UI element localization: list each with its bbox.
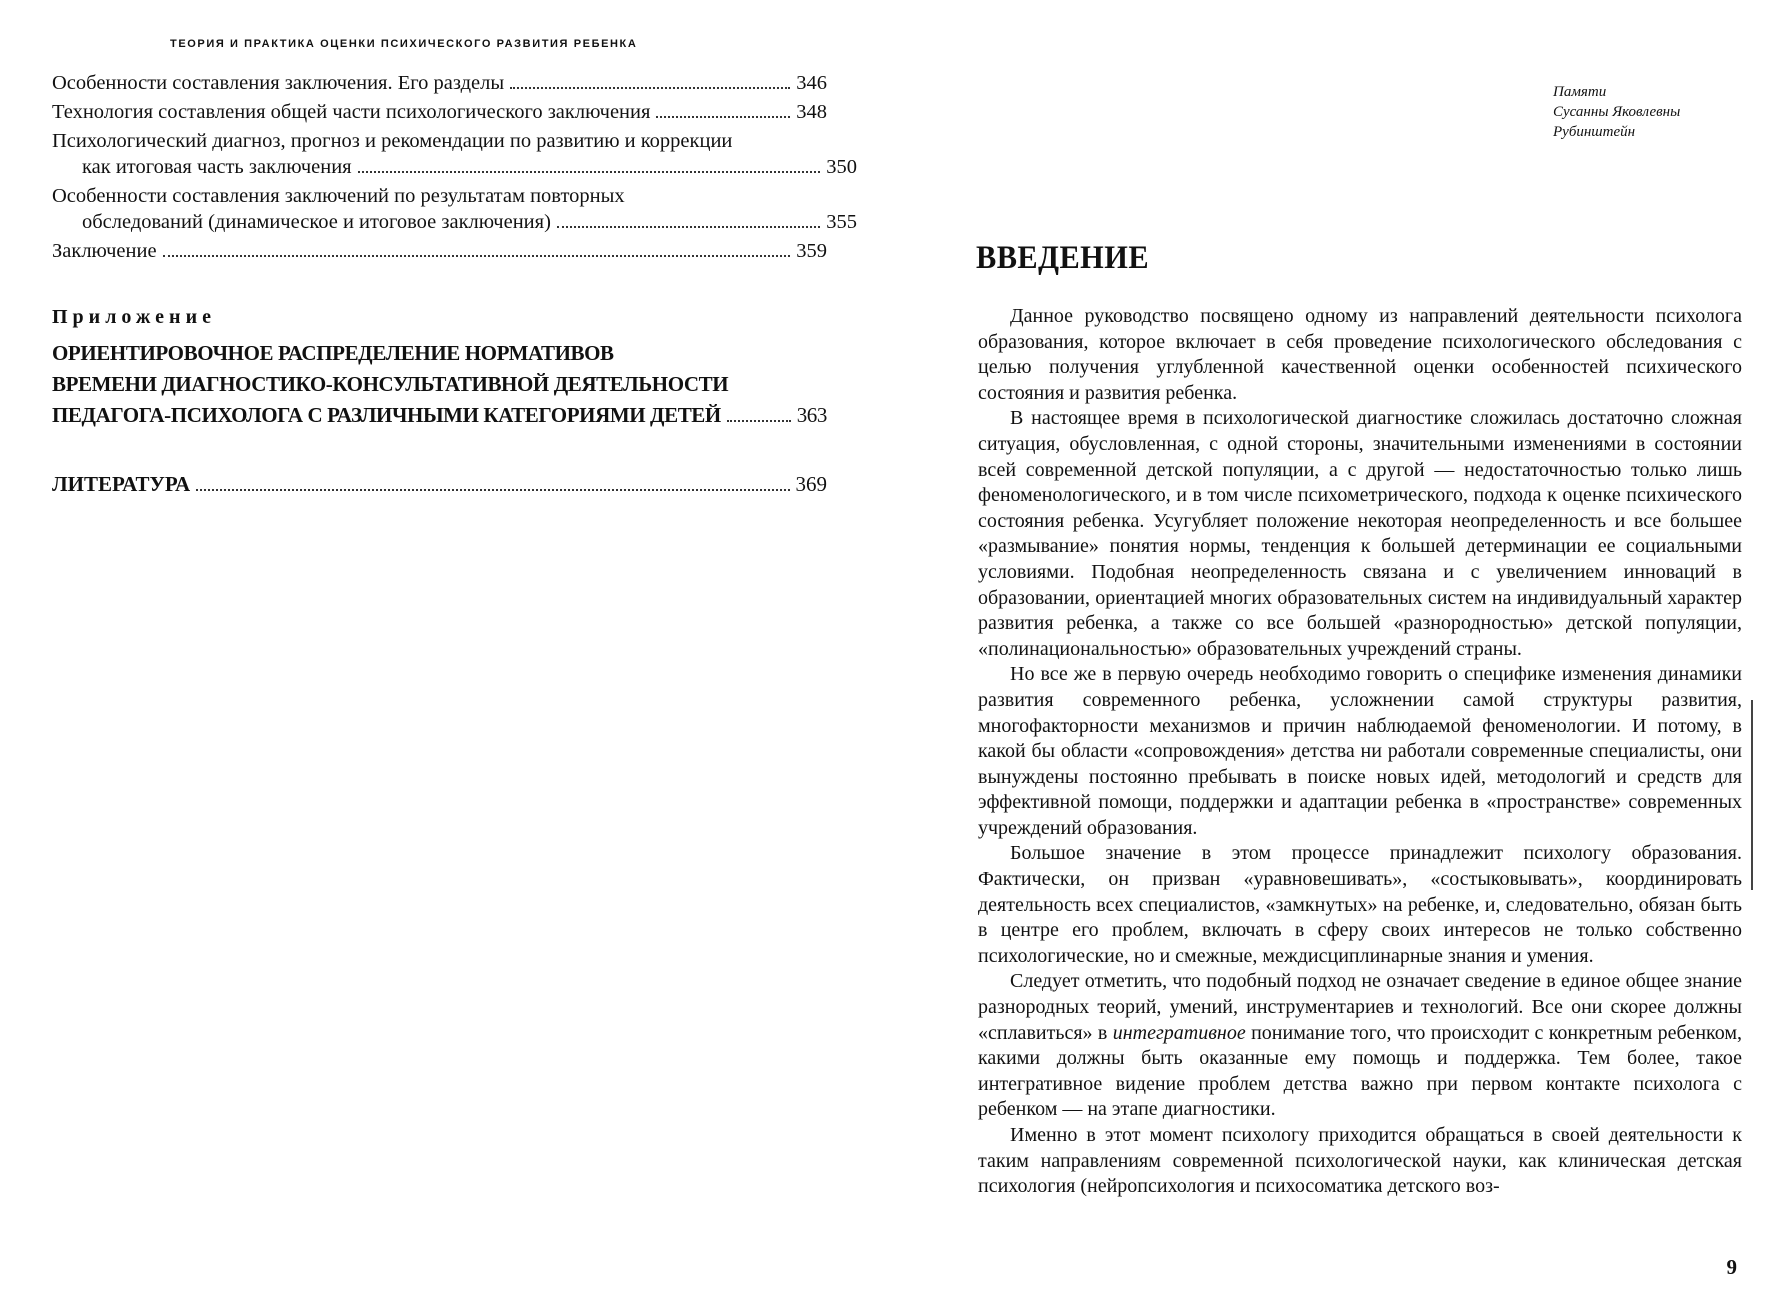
toc-leader-dots (163, 255, 791, 257)
paragraph: Именно в этот момент психологу приходится обращаться в своей деятельности к таким направлениям современной психологической науки, как клиническая детская психология (нейропсихология и психосоматика детского воз- (978, 1124, 1742, 1198)
appendix-label: Приложение (52, 306, 216, 328)
toc-entry[interactable] (52, 70, 827, 96)
dedication-line: Рубинштейн (1553, 124, 1636, 140)
dedication-line: Сусанны Яковлевны (1553, 104, 1681, 120)
toc-page-number: 350 (826, 156, 857, 178)
toc-entry-title: Особенности составления заключения. Его разделы (52, 72, 505, 94)
toc-entry-title: Заключение (52, 240, 157, 262)
running-head: ТЕОРИЯ И ПРАКТИКА ОЦЕНКИ ПСИХИЧЕСКОГО РАЗВИТИЯ РЕБЕНКА (170, 38, 638, 50)
body-text (978, 304, 1742, 1200)
paragraph: Данное руководство посвящено одному из направлений деятельности психолога образования, которое включает в себя проведение психологического обследования с целью получения углубленной качественной оценки особенностей психического состояния и развития ребенка. (978, 305, 1742, 404)
toc-page-number: 355 (826, 211, 857, 233)
appendix-title-line: ПЕДАГОГА-ПСИХОЛОГА С РАЗЛИЧНЫМИ КАТЕГОРИЯМИ ДЕТЕЙ (52, 403, 721, 427)
section-title: ВВЕДЕНИЕ (976, 240, 1150, 276)
toc-leader-dots (727, 420, 791, 422)
paragraph: Но все же в первую очередь необходимо говорить о специфике изменения динамики развития современного ребенка, усложнении самой структуры развития, многофакторности механизмов и причин наблюдаемой феноменологии. И потому, в какой бы области «сопровождения» детства ни работали современные специалисты, они вынуждены постоянно пребывать в поиске новых идей, методологий и средств для эффективной помощи, поддержки и адаптации ребенка в «пространстве» современных учреждений образования. (978, 663, 1742, 839)
toc-page-number: 348 (796, 101, 827, 123)
literature-title: ЛИТЕРАТУРА (52, 472, 191, 496)
table-of-contents (52, 70, 857, 267)
paragraph-text: понимание того, что происходит с конкретным ребенком, какими должны быть оказанные ему помощь и поддержка. Тем более, такое интегративное видение проблем детства важно при первом контакте психолога с ребенком — на этапе диагностики. (978, 1021, 1742, 1121)
left-page (0, 0, 890, 1315)
literature-toc-entry[interactable] (52, 472, 827, 497)
paragraph (978, 969, 1742, 1123)
toc-leader-dots (358, 171, 821, 173)
toc-page-number: 369 (795, 472, 827, 496)
paragraph: Большое значение в этом процессе принадлежит психологу образования. Фактически, он призван «уравновешивать», «состыковывать», координировать деятельность всех специалистов, «замкнутых» на ребенке, и, следовательно, обязан быть в центре его проблем, включать в сферу своих интересов не только собственно психологические, но и смежные, междисциплинарные знания и умения. (978, 842, 1742, 967)
dedication-line: Памяти (1553, 84, 1607, 100)
scan-edge-mark (1751, 700, 1753, 890)
toc-entry[interactable] (52, 99, 827, 125)
toc-page-number: 363 (796, 403, 827, 427)
appendix-toc-entry[interactable] (52, 338, 827, 431)
appendix-title-line: ВРЕМЕНИ ДИАГНОСТИКО-КОНСУЛЬТАТИВНОЙ ДЕЯТЕЛЬНОСТИ (52, 372, 729, 396)
right-page (890, 0, 1781, 1315)
toc-leader-dots (510, 87, 790, 89)
toc-entry-title-continued: обследований (динамическое и итоговое заключения) (82, 211, 551, 233)
toc-entry[interactable] (52, 238, 827, 264)
toc-page-number: 346 (796, 72, 827, 94)
toc-entry[interactable] (52, 128, 857, 180)
toc-leader-dots (557, 226, 820, 228)
paragraph-text: Следует отметить, что подобный подход не означает сведение в единое общее знание разнородных теорий, умений, инструментариев и технологий. Все они скорее должны «сплавиться» в (978, 970, 1742, 1044)
toc-entry-title: Технология составления общей части психологического заключения (52, 101, 651, 123)
toc-entry-title-continued: как итоговая часть заключения (82, 156, 352, 178)
toc-entry-title: Особенности составления заключений по результатам повторных (52, 185, 625, 207)
toc-entry-title: Психологический диагноз, прогноз и рекомендации по развитию и коррекции (52, 130, 733, 152)
toc-leader-dots (656, 116, 790, 118)
appendix-title-line: ОРИЕНТИРОВОЧНОЕ РАСПРЕДЕЛЕНИЕ НОРМАТИВОВ (52, 341, 614, 365)
paragraph: В настоящее время в психологической диагностике сложилась достаточно сложная ситуация, обусловленная, с одной стороны, значительными изменениями в состоянии всей современной детской популяции, а с другой — недостаточностью только лишь феноменологического, и в том числе психометрического, подхода к оценке психического состояния ребенка. Усугубляет положение некоторая неопределенность и все большее «размывание» понятия нормы, тенденция к большей детерминации ее социальными условиями. Подобная неопределенность связана и с увеличением инноваций в образовании, ориентацией многих образовательных систем на индивидуальный характер развития ребенка, а также со все большей «разнородностью» детской популяции, «полинациональностью» образовательных учреждений страны. (978, 407, 1742, 660)
emphasized-term: интегративное (1112, 1021, 1246, 1044)
page-number: 9 (1726, 1255, 1737, 1279)
toc-leader-dots (196, 489, 789, 491)
toc-page-number: 359 (796, 240, 827, 262)
dedication (1553, 82, 1733, 142)
toc-entry[interactable] (52, 183, 857, 235)
